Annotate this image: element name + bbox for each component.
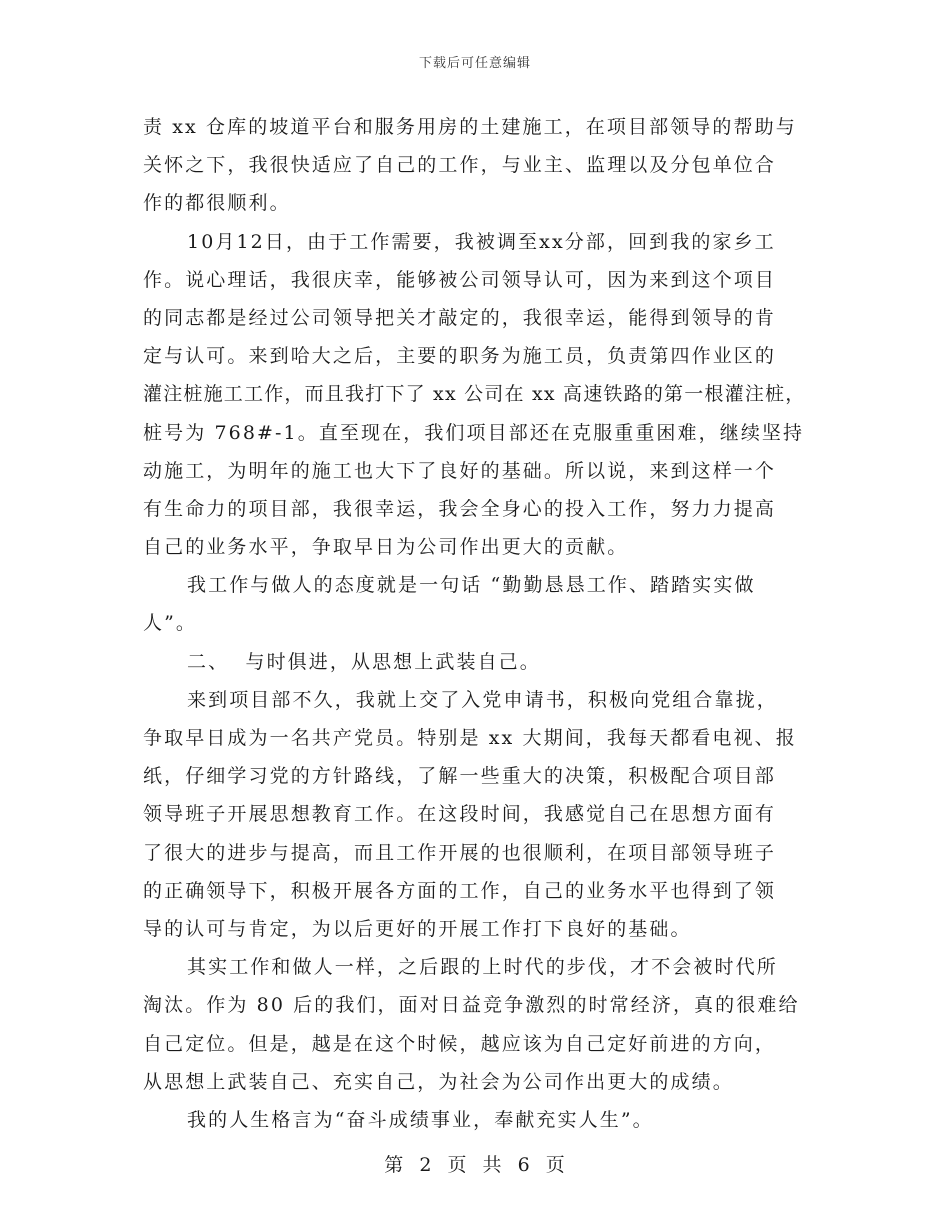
text-line: 自己的业务水平，争取早日为公司作出更大的贡献。 xyxy=(143,536,629,559)
paragraph xyxy=(143,681,813,948)
footer-mid2: 共 xyxy=(482,1154,503,1176)
text-line: 有生命力的项目部，我很幸运，我会全身心的投入工作，努力力提高 xyxy=(143,497,777,520)
text-line: 纸，仔细学习党的方针路线，了解一些重大的决策，积极配合项目部 xyxy=(143,765,777,788)
footer-page-number: 2 xyxy=(419,1154,433,1176)
paragraph xyxy=(143,1101,813,1139)
text-line: 了很大的进步与提高，而且工作开展的也很顺利，在项目部领导班子 xyxy=(143,841,777,864)
text-line: 的同志都是经过公司领导把关才敲定的，我很幸运，能得到领导的肯 xyxy=(143,306,777,329)
text-line: 动施工，为明年的施工也大下了良好的基础。所以说，来到这样一个 xyxy=(143,459,777,482)
text-line: 争取早日成为一名共产党员。特别是 xx 大期间，我每天都看电视、报 xyxy=(143,727,797,749)
text-line: 其实工作和做人一样，之后跟的上时代的步伐，才不会被时代所 xyxy=(187,956,778,979)
text-line: 责 xx 仓库的坡道平台和服务用房的土建施工，在项目部领导的帮助与 xyxy=(143,116,797,138)
paragraph xyxy=(143,108,813,223)
footer-total-pages: 6 xyxy=(517,1154,531,1176)
footer-suffix: 页 xyxy=(545,1154,566,1176)
page-footer xyxy=(0,1150,950,1177)
section-heading xyxy=(143,643,813,681)
text-line: 淘汰。作为 80 后的我们，面对日益竞争激烈的时常经济，真的很难给 xyxy=(143,994,800,1017)
paragraph xyxy=(143,223,813,567)
text-line: 作的都很顺利。 xyxy=(143,192,291,215)
footer-mid1: 页 xyxy=(447,1154,468,1176)
text-line: 自己定位。但是，越是在这个时候，越应该为自己定好前进的方向， xyxy=(143,1032,777,1055)
text-line: 作。说心理话，我很庆幸，能够被公司领导认可，因为来到这个项目 xyxy=(143,268,777,291)
text-line: 来到项目部不久，我就上交了入党申请书，积极向党组合靠拢， xyxy=(187,688,778,711)
paragraph xyxy=(143,948,813,1101)
text-line: 二、 与时俱进，从思想上武装自己。 xyxy=(187,650,541,673)
text-line: 领导班子开展思想教育工作。在这段时间，我感觉自己在思想方面有 xyxy=(143,803,777,826)
text-line: 我工作与做人的态度就是一句话 “勤勤恳恳工作、踏踏实实做 xyxy=(187,574,756,597)
text-line: 桩号为 768#-1。直至现在，我们项目部还在克服重重困难，继续坚持 xyxy=(143,421,805,444)
text-line: 人”。 xyxy=(143,612,198,635)
text-line: 的正确领导下，积极开展各方面的工作，自己的业务水平也得到了领 xyxy=(143,879,777,902)
text-line: 我的人生格言为“奋斗成绩事业，奉献充实人生”。 xyxy=(187,1108,654,1131)
footer-prefix: 第 xyxy=(384,1154,405,1176)
text-line: 灌注桩施工工作，而且我打下了 xx 公司在 xx 高速铁路的第一根灌注桩， xyxy=(143,383,806,406)
text-line: 10月12日，由于工作需要，我被调至xx分部，回到我的家乡工 xyxy=(187,230,776,253)
text-line: 关怀之下，我很快适应了自己的工作，与业主、监理以及分包单位合 xyxy=(143,154,777,177)
paragraph xyxy=(143,566,813,642)
page-header: 下载后可任意编辑 xyxy=(418,56,531,71)
text-line: 导的认可与肯定，为以后更好的开展工作打下良好的基础。 xyxy=(143,917,692,940)
text-line: 从思想上武装自己、充实自己，为社会为公司作出更大的成绩。 xyxy=(143,1070,734,1093)
document-body xyxy=(143,108,813,1139)
text-line: 定与认可。来到哈大之后，主要的职务为施工员，负责第四作业区的 xyxy=(143,345,777,368)
